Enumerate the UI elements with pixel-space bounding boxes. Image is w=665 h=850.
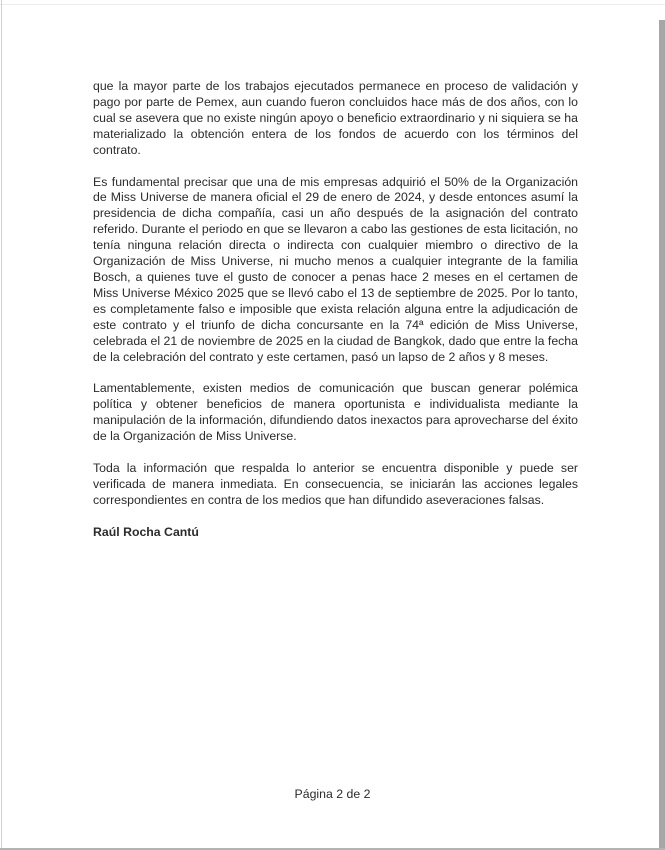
- scrollbar[interactable]: [659, 20, 665, 850]
- paragraph-1: que la mayor parte de los trabajos ejecutados permanece en proceso de validación y pago por parte de Pemex, aun cuando fueron concluidos hace más de dos años, con lo cual se asevera que no existe ningún apoyo o beneficio extraordinario y ni siquiera se ha materializado la obtención entera de los fondos de acuerdo con los términos del contrato.: [93, 79, 578, 157]
- paragraph-4: Toda la información que respalda lo anterior se encuentra disponible y puede ser verificada de manera inmediata. En consecuencia, se iniciarán las acciones legales correspondientes en contra de los medios que han difundido aseveraciones falsas.: [93, 461, 578, 507]
- document-body: [93, 79, 578, 541]
- signature: Raúl Rocha Cantú: [93, 524, 199, 539]
- page-top-edge: [0, 4, 665, 5]
- paragraph-3: Lamentablemente, existen medios de comunicación que buscan generar polémica política y obtener beneficios de manera oportunista e individualista mediante la manipulación de la información, difundiendo datos inexactos para aprovecharse del éxito de la Organización de Miss Universe.: [93, 381, 578, 444]
- page-number-footer: Página 2 de 2: [294, 787, 371, 801]
- page-left-edge: [1, 0, 2, 850]
- paragraph-2: Es fundamental precisar que una de mis empresas adquirió el 50% de la Organización de Miss Universe de manera oficial el 29 de enero de 2024, y desde entonces asumí la presidencia de dicha compañía, casi un año después de la asignación del contrato referido. Durante el periodo en que se llevaron a cabo las gestiones de esta licitación, no tenía ninguna relación directa o indirecta con cualquier miembro o directivo de la Organización de Miss Universe, ni mucho menos a cualquier integrante de la familia Bosch, a quienes tuve el gusto de conocer a penas hace 2 meses en el certamen de Miss Universe México 2025 que se llevó cabo el 13 de septiembre de 2025. Por lo tanto, es completamente falso e imposible que exista relación alguna entre la adjudicación de este contrato y el triunfo de dicha concursante en la 74ª edición de Miss Universe, celebrada el 21 de noviembre de 2025 en la ciudad de Bangkok, dado que entre la fecha de la celebración del contrato y este certamen, pasó un lapso de 2 años y 8 meses.: [93, 174, 578, 364]
